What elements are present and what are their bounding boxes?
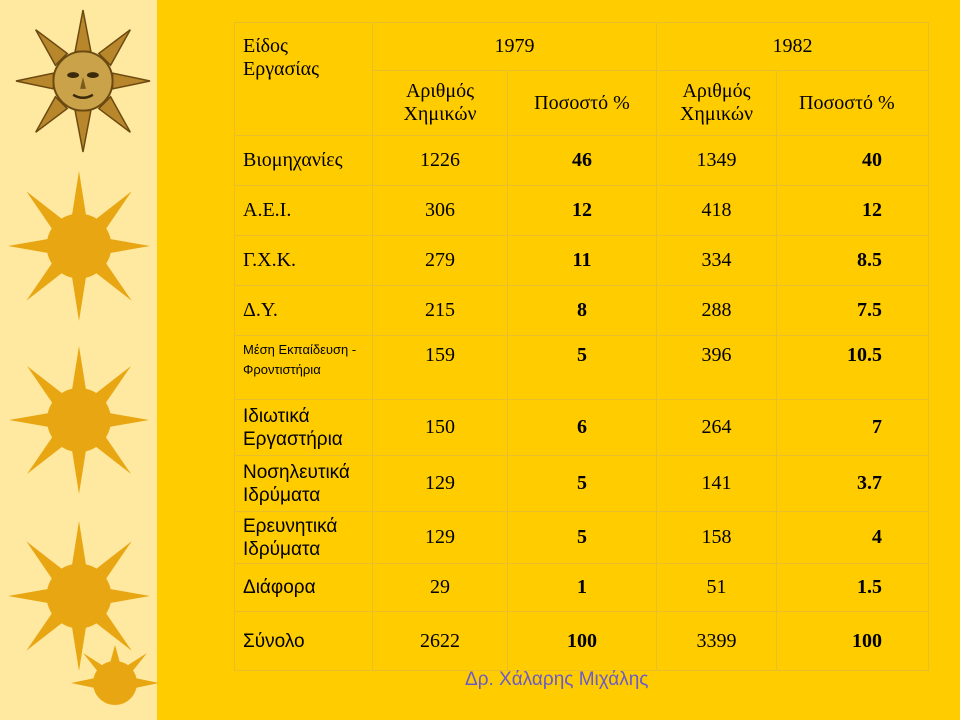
percent-1979-header: Ποσοστό %: [508, 71, 657, 136]
row-label: Α.Ε.Ι.: [235, 186, 373, 236]
count-1982-header: Αριθμός Χημικών: [657, 71, 777, 136]
table-row: [235, 236, 929, 286]
table-row: [235, 512, 929, 564]
count-1982: 396: [657, 336, 777, 400]
percent-1979: 12: [508, 186, 657, 236]
count-1979: 306: [373, 186, 508, 236]
table-row: [235, 136, 929, 186]
sun-face-icon: [14, 6, 152, 156]
row-label: Δ.Υ.: [235, 286, 373, 336]
count-1982: 264: [657, 400, 777, 456]
count-1982: 418: [657, 186, 777, 236]
count-1982: 158: [657, 512, 777, 564]
count-1979: 215: [373, 286, 508, 336]
percent-1982: 8.5: [777, 236, 929, 286]
count-1982: 51: [657, 564, 777, 612]
sun-icon: [8, 345, 150, 495]
category-header: Είδος Εργασίας: [235, 23, 373, 136]
count-1982: 1349: [657, 136, 777, 186]
percent-1982: 7: [777, 400, 929, 456]
count-1979: 1226: [373, 136, 508, 186]
count-1979: 29: [373, 564, 508, 612]
author-footer: Δρ. Χάλαρης Μιχάλης: [465, 669, 649, 690]
percent-1979: 46: [508, 136, 657, 186]
table-row: [235, 186, 929, 236]
percent-1982: 10.5: [777, 336, 929, 400]
sun-icon: [70, 645, 160, 720]
percent-1982: 1.5: [777, 564, 929, 612]
count-1979-header: Αριθμός Χημικών: [373, 71, 508, 136]
percent-1982: 4: [777, 512, 929, 564]
percent-1979: 1: [508, 564, 657, 612]
table-row: [235, 286, 929, 336]
year-1979-header: 1979: [373, 23, 657, 71]
percent-1979: 8: [508, 286, 657, 336]
percent-1979: 6: [508, 400, 657, 456]
percent-1979: 5: [508, 336, 657, 400]
count-1979: 279: [373, 236, 508, 286]
count-1979: 150: [373, 400, 508, 456]
row-label: Γ.Χ.Κ.: [235, 236, 373, 286]
percent-1982: 3.7: [777, 456, 929, 512]
row-label: Νοσηλευτικά Ιδρύματα: [235, 456, 373, 512]
count-1982: 288: [657, 286, 777, 336]
percent-1982: 100: [777, 612, 929, 671]
table-row: [235, 336, 929, 400]
row-label: Βιομηχανίες: [235, 136, 373, 186]
percent-1979: 5: [508, 512, 657, 564]
sidebar-decoration: [0, 0, 157, 720]
percent-1982: 7.5: [777, 286, 929, 336]
count-1979: 129: [373, 512, 508, 564]
row-label: Διάφορα: [235, 564, 373, 612]
percent-1982: 40: [777, 136, 929, 186]
count-1979: 2622: [373, 612, 508, 671]
count-1982: 334: [657, 236, 777, 286]
percent-1982: 12: [777, 186, 929, 236]
row-label: Σύνολο: [235, 612, 373, 671]
table-row: [235, 400, 929, 456]
percent-1982-header: Ποσοστό %: [777, 71, 929, 136]
percent-1979: 100: [508, 612, 657, 671]
employment-table: [234, 22, 928, 670]
count-1982: 3399: [657, 612, 777, 671]
row-label: Μέση Εκπαίδευση - Φροντιστήρια: [235, 336, 373, 400]
count-1979: 159: [373, 336, 508, 400]
row-label: Ιδιωτικά Εργαστήρια: [235, 400, 373, 456]
percent-1979: 11: [508, 236, 657, 286]
sun-icon: [8, 170, 150, 322]
count-1979: 129: [373, 456, 508, 512]
table-row-total: [235, 612, 929, 671]
table-row: [235, 456, 929, 512]
table-row: [235, 564, 929, 612]
count-1982: 141: [657, 456, 777, 512]
year-1982-header: 1982: [657, 23, 929, 71]
percent-1979: 5: [508, 456, 657, 512]
row-label: Ερευνητικά Ιδρύματα: [235, 512, 373, 564]
